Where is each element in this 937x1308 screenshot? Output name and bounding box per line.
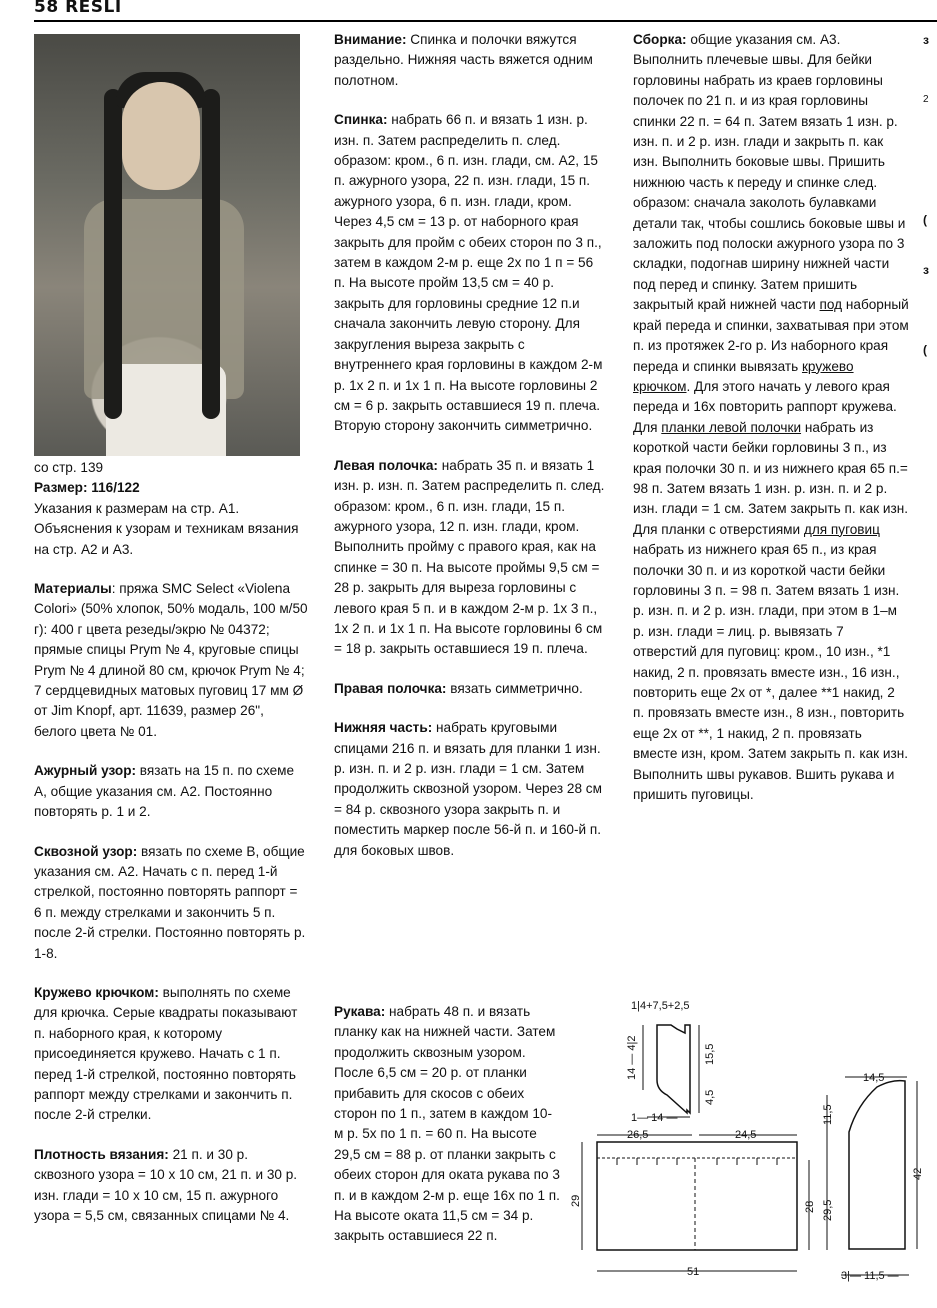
dim-front-top: 1|4+7,5+2,5	[631, 1000, 690, 1012]
dim-front-right-1: 15,5	[704, 1043, 716, 1065]
sleeves-text: набрать 48 п. и вязать планку как на нижней части. Затем продолжить сквозным узором. После 6,5 см = 20 р. от планки прибавить для скосов с обеих сторон по 1 п., затем в каждом 10-м р. 5х по 1 п. = 60 п. На высоте 29,5 см = 88 р. от планки закрыть с обеих сторон для оката рукава по 3 п. и в каждом 2-м р. еще 16х по 1 п. На высоте оката 11,5 см = 34 р. закрыть оставшиеся 22 п.	[334, 1004, 560, 1244]
assembly-text-4: набрать из короткой части бейки горловины 3 п., из края полочки 30 п. и из нижнего края 65 п.= 98 п. Затем вязать 1 изн. р. изн. п. и 2 р. изн. глади = 1 см. Затем закрыть п. как изн. Для планки с отверстиями	[633, 419, 909, 537]
assembly-underline-3: планки левой полочки	[661, 419, 802, 435]
assembly-section	[633, 30, 909, 805]
left-front-text: набрать 35 п. и вязать 1 изн. р. изн. п. Затем распределить п. след. образом: кром., 6 п. изн. глади, 15 п. ажурного узора, 12 п. изн. глади, кром. Выполнить пройму с правого края, как на спинке = 30 п. На высоте проймы 9,5 см = 28 р. закрыть для выреза горловины с левого края 5 п. и в каждом 2-м р. 1х 3 п., 1х 2 п. и 1х 1 п. На высоте горловины 6 см = 18 р. закрыть оставшиеся 19 п. плеча.	[334, 457, 605, 657]
sleeves-section	[334, 1002, 560, 1247]
sliver-char: з	[923, 33, 929, 47]
column-3	[633, 30, 909, 824]
assembly-text-5: набрать из нижнего края 65 п., из края полочки 30 п. и из короткой части бейки горловины 3 п. = 98 п. Затем вязать 1 изн. р. изн. п. и 2 р. изн. глади, при этом в 1–м р. изн. глади = лиц. р. вывязать 7 отверстий для пуговиц: кром., 10 изн., *1 накид, 2 п. провязать вместе изн., 16 изн., повторить еще 2х от *, далее **1 накид, 2 п. провязать вместе изн., 8 изн., повторить еще 2х от **, 1 накид, 2 п. провязать вместе изн, кром. Затем закрыть п. как изн. Выполнить швы рукавов. Вшить рукава и пришить пуговицы.	[633, 542, 908, 803]
lace-section	[34, 761, 308, 822]
crochet-section	[34, 983, 308, 1126]
right-front-text: вязать симметрично.	[446, 680, 583, 696]
garment-schematic	[570, 995, 937, 1305]
left-front-section	[334, 456, 606, 660]
size-label: Размер:	[34, 480, 88, 496]
assembly-text-3: . Для этого начать у левого края переда и 16х повторить раппорт кружева. Для	[633, 378, 897, 435]
assembly-label: Сборка:	[633, 32, 687, 47]
lower-text: набрать круговыми спицами 216 п. и вязать для планки 1 изн. р. изн. п. и 2 р. изн. глади = 1 см. Затем продолжить сквозной узором. Через 28 см = 84 р. сквозного узора закрыть п. и поместить маркер после 56-й п. и 160-й п. для боковых швов.	[334, 720, 602, 858]
gauge-text: 21 п. и 30 р. сквозного узора = 10 х 10 см, 21 п. и 30 р. изн. глади = 10 х 10 см, 15 п. ажурного узора = 5,5 см, связанных спицами № 4.	[34, 1146, 298, 1223]
dim-sleeve-height: 42	[912, 1167, 924, 1180]
materials-text: : пряжа SMC Select «Violena Colori» (50% хлопок, 50% модаль, 100 м/50 г): 400 г цвета резеды/экрю № 04372; прямые спицы Prym № 4, круговые спицы Prym № 4 длиной 80 см, крючок Prym № 4; 7 сердцевидных матовых пуговиц 17 мм Ø от Jim Knopf, арт. 11639, размер 26", белого цвета № 01.	[34, 581, 308, 739]
dim-front-right-2: 4,5	[704, 1089, 716, 1105]
assembly-underline-1: под	[819, 297, 843, 313]
dim-lower-width: 51	[687, 1266, 700, 1278]
openwork-text: вязать по схеме В, общие указания см. А2. Начать с п. перед 1-й стрелкой, постоянно повторять раппорт = 6 п. между стрелками и закончить 5 п. после 2-й стрелки. Постоянно повторять р. 1-8.	[34, 843, 306, 961]
size-line	[34, 478, 308, 498]
back-label: Спинка:	[334, 112, 388, 128]
sliver-char: з	[923, 263, 929, 277]
attention-label: Внимание:	[334, 32, 407, 47]
gauge-label: Плотность вязания:	[34, 1146, 169, 1162]
right-front-section	[334, 679, 606, 699]
dim-front-left: 14 — 4|2	[626, 1035, 638, 1080]
assembly-text-2: наборный край переда и спинки, захватывая при этом п. из протяжек 2-го р. Из наборного края переда и спинки вывязать	[633, 297, 909, 374]
dim-sleeve-top: 14,5	[863, 1072, 885, 1084]
photo-face	[122, 82, 200, 190]
model-photo	[34, 34, 300, 456]
size-value: 116/122	[87, 480, 140, 496]
sliver-char: 2	[923, 94, 929, 105]
photo-braid-left	[104, 89, 122, 419]
crochet-text: выполнять по схеме для крючка. Серые квадраты показывают п. наборного края, к которому присоединяется кружево. Начать с 1 п. перед 1-й стрелкой, постоянно повторять раппорт между стрелками и закончить п. после 2-й стрелки.	[34, 984, 298, 1123]
lower-label: Нижняя часть:	[334, 720, 433, 736]
dim-front-width: 1— 14 —	[631, 1112, 678, 1124]
sleeves-column	[334, 1002, 560, 1266]
dim-lower-height-top: 11,5	[822, 1104, 834, 1125]
right-front-label: Правая полочка:	[334, 680, 447, 696]
page-title: 58 RESLI	[34, 0, 122, 17]
dim-lower-height-outer-2: 29,5	[822, 1199, 834, 1221]
sleeve-piece-outline	[849, 1081, 905, 1249]
dim-sleeve-bottom: 3|— 11,5 —	[841, 1270, 899, 1282]
materials-section	[34, 579, 308, 742]
attention-text: Спинка и полочки вяжутся раздельно. Нижняя часть вяжется одним полотном.	[334, 32, 593, 88]
photo-braid-right	[202, 89, 220, 419]
crochet-label: Кружево крючком:	[34, 984, 159, 1000]
sleeves-label: Рукава:	[334, 1004, 386, 1019]
attention-section	[334, 30, 606, 91]
openwork-section	[34, 842, 308, 964]
dim-lower-height-outer: 29	[570, 1194, 582, 1207]
dim-lower-right: 24,5	[735, 1129, 757, 1141]
gauge-section	[34, 1145, 308, 1227]
assembly-underline-2: кружево крючком	[633, 358, 854, 394]
assembly-text-1: общие указания см. А3. Выполнить плечевые швы. Для бейки горловины набрать из краев горловины полочек по 21 п. и из края горловины спинки 22 п. = 64 п. Затем вязать 1 изн. р. изн. п. и 2 р. изн. глади и закрыть п. как изн. Выполнить боковые швы. Пришить нижнюю часть к переду и спинке след. образом: сначала заколоть булавками детали так, чтобы сошлись боковые швы и заложить под полоски ажурного узора по 3 складки, подогнав ширину нижней части под перед и спинку. Затем пришить закрытый край нижней части	[633, 32, 906, 313]
left-front-label: Левая полочка:	[334, 457, 438, 473]
dim-lower-left: 26,5	[627, 1129, 649, 1141]
column-2	[334, 30, 606, 880]
sliver-char: (	[923, 343, 927, 357]
lower-section	[334, 718, 606, 861]
dim-lower-height-inner: 28	[804, 1200, 816, 1213]
adjacent-page-edge	[923, 30, 937, 430]
page-reference: со стр. 139	[34, 460, 104, 475]
lace-label: Ажурный узор:	[34, 763, 137, 779]
page-header	[34, 0, 937, 22]
size-note: Указания к размерам на стр. А1. Объяснения к узорам и техникам вязания на стр. А2 и А3.	[34, 500, 299, 557]
front-piece-outline	[657, 1025, 690, 1113]
back-text: набрать 66 п. и вязать 1 изн. р. изн. п. Затем распределить п. след. образом: кром., 6 п. изн. глади, см. А2, 15 п. ажурного узора, 22 п. изн. глади, 15 п. ажурного узора, 6 п. изн. глади, кром. Через 4,5 см = 13 р. от наборного края закрыть для пройм с обеих сторон по 3 п., затем в каждом 2-м р. еще 2х по 1 п = 56 п. На высоте пройм 13,5 см = 40 р. закрыть для горловины средние 12 п.и сначала закончить левую сторону. Для закругления выреза закрыть с внутреннего края горловины в каждом 2-м р. 1х 2 п. и 1х 1 п. На высоте горловины 2 см = 6 р. закрыть оставшиеся 19 п. плеча. Вторую сторону закончить симметрично.	[334, 112, 603, 434]
lace-text: вязать на 15 п. по схеме А, общие указания см. А2. Постоянно повторять р. 1 и 2.	[34, 763, 295, 820]
materials-label: Материалы	[34, 581, 112, 597]
back-section	[334, 110, 606, 437]
sliver-char: (	[923, 213, 927, 227]
openwork-label: Сквозной узор:	[34, 843, 138, 859]
assembly-underline-4: для пуговиц	[803, 521, 880, 537]
column-1	[34, 458, 308, 1245]
